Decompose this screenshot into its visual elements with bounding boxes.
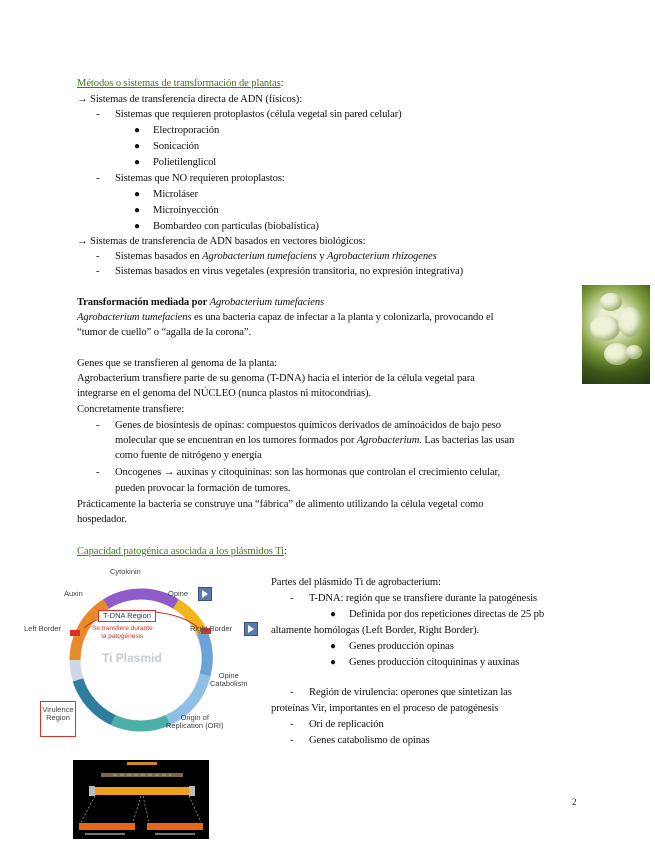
page-number: 2 <box>572 797 577 807</box>
label-left-border: Left Border <box>24 624 62 633</box>
bullet-icon: ● <box>134 221 141 232</box>
direct-systems: → Sistemas de transferencia directa de ADN (físicos): <box>77 94 303 105</box>
crown-gall-photo <box>582 285 650 384</box>
opinas-line: Genes de biosíntesis de opinas: compuestos químicos derivados de aminoácidos de bajo peso <box>115 420 501 431</box>
genes-title: Genes que se transfieren al genoma de la planta: <box>77 358 277 369</box>
list-item: Genes producción opinas <box>349 641 454 652</box>
homologas-line: altamente homólogas (Left Border, Right Border). <box>271 625 480 636</box>
label-tdna-region: T-DNA Region <box>98 610 156 622</box>
dash: - <box>290 687 294 698</box>
bullet-icon: ● <box>134 125 141 136</box>
bullet-icon: ● <box>330 609 337 620</box>
opinas-line: molecular que se encuentran en los tumores formados por Agrobacterium. Las bacterias las usan <box>115 435 515 446</box>
agro-systems: Sistemas basados en Agrobacterium tumefaciens y Agrobacterium rhizogenes <box>115 251 437 262</box>
paragraph-line: “tumor de cuello” o “agalla de la corona”. <box>77 327 252 338</box>
paragraph-line: integrarse en el genoma del NÚCLEO (nunca plastos ni mitocondrias). <box>77 388 371 399</box>
dash: - <box>290 593 294 604</box>
dash: - <box>96 467 100 478</box>
label-opine: Opine <box>168 589 189 598</box>
label-origin: Origin of Replication (ORI) <box>166 713 224 730</box>
label-center: Ti Plasmid <box>102 651 162 665</box>
label-transfer-note: Se transfiere durante la patogénesis <box>92 625 153 640</box>
bullet-icon: ● <box>330 641 337 652</box>
bullet-icon: ● <box>330 657 337 668</box>
plasmid-parts-title: Partes del plásmido Ti de agrobacterium: <box>271 577 441 588</box>
label-auxin: Auxin <box>64 589 83 598</box>
dash: - <box>96 266 100 277</box>
oncogenes-line: pueden provocar la formación de tumores. <box>115 483 291 494</box>
no-protoplasts: Sistemas que NO requieren protoplastos: <box>115 173 285 184</box>
list-item: Electroporación <box>153 125 220 136</box>
ti-plasmid-diagram <box>18 567 268 745</box>
tdna-transfer-figure <box>73 760 209 839</box>
list-item: Bombardeo con partículas (biobalística) <box>153 221 319 232</box>
paragraph-line: Concretamente transfiere: <box>77 404 185 415</box>
list-item: Genes producción citoquininas y auxinas <box>349 657 520 668</box>
tdna-line: T-DNA: región que se transfiere durante la patogénesis <box>309 593 538 604</box>
bullet-icon: ● <box>134 157 141 168</box>
dash: - <box>96 109 100 120</box>
section-title-methods: Métodos o sistemas de transformación de plantas: <box>77 78 284 89</box>
label-right-border: Right Border <box>190 624 233 633</box>
paragraph-line: Prácticamente la bacteria se construye una “fábrica” de alimento utilizando la célula vegetal como <box>77 499 484 510</box>
bullet-icon: ● <box>134 189 141 200</box>
list-item: Sonicación <box>153 141 200 152</box>
list-item: Genes catabolismo de opinas <box>309 735 430 746</box>
oncogenes-line: Oncogenes → auxinas y citoquininas: son las hormonas que controlan el crecimiento celular, <box>115 467 501 478</box>
virulence-line: proteínas Vir, importantes en el proceso de patogénesis <box>271 703 499 714</box>
play-arrow-icon[interactable] <box>198 587 212 601</box>
list-item: Microinyección <box>153 205 219 216</box>
dash: - <box>96 173 100 184</box>
dash: - <box>290 735 294 746</box>
paragraph-line: Agrobacterium transfiere parte de su genoma (T-DNA) hacia el interior de la célula vegetal para <box>77 373 475 384</box>
virulence-line: Región de virulencia: operones que sintetizan las <box>309 687 512 698</box>
dash: - <box>96 420 100 431</box>
label-cytokinin: Cytokinin <box>110 567 141 576</box>
section-title-ti-plasmid: Capacidad patogénica asociada a los plásmidos Ti: <box>77 546 287 557</box>
list-item: Microláser <box>153 189 198 200</box>
dash: - <box>290 719 294 730</box>
paragraph-line: hospedador. <box>77 514 127 525</box>
section-title-agrobacterium: Transformación mediada por Agrobacterium tumefaciens <box>77 297 325 308</box>
dash: - <box>96 251 100 262</box>
label-virulence: Virulence Region <box>40 701 76 737</box>
label-opine-catabolism: Opine Catabolism <box>210 671 248 688</box>
list-item: Polietilenglicol <box>153 157 217 168</box>
paragraph-line: Agrobacterium tumefaciens es una bacteria capaz de infectar a la planta y colonizarla, provocando el <box>77 312 494 323</box>
with-protoplasts: Sistemas que requieren protoplastos (célula vegetal sin pared celular) <box>115 109 402 120</box>
vector-systems: → Sistemas de transferencia de ADN basados en vectores biológicos: <box>77 236 366 247</box>
virus-systems: Sistemas basados en virus vegetales (expresión transitoria, no expresión integrativa) <box>115 266 464 277</box>
opinas-line: como fuente de nitrógeno y energía <box>115 450 262 461</box>
bullet-icon: ● <box>134 205 141 216</box>
bullet-icon: ● <box>134 141 141 152</box>
definida-line: Definida por dos repeticiones directas de 25 pb <box>349 609 545 620</box>
tdna-schematic <box>73 760 209 839</box>
list-item: Ori de replicación <box>309 719 384 730</box>
play-arrow-icon[interactable] <box>244 622 258 636</box>
